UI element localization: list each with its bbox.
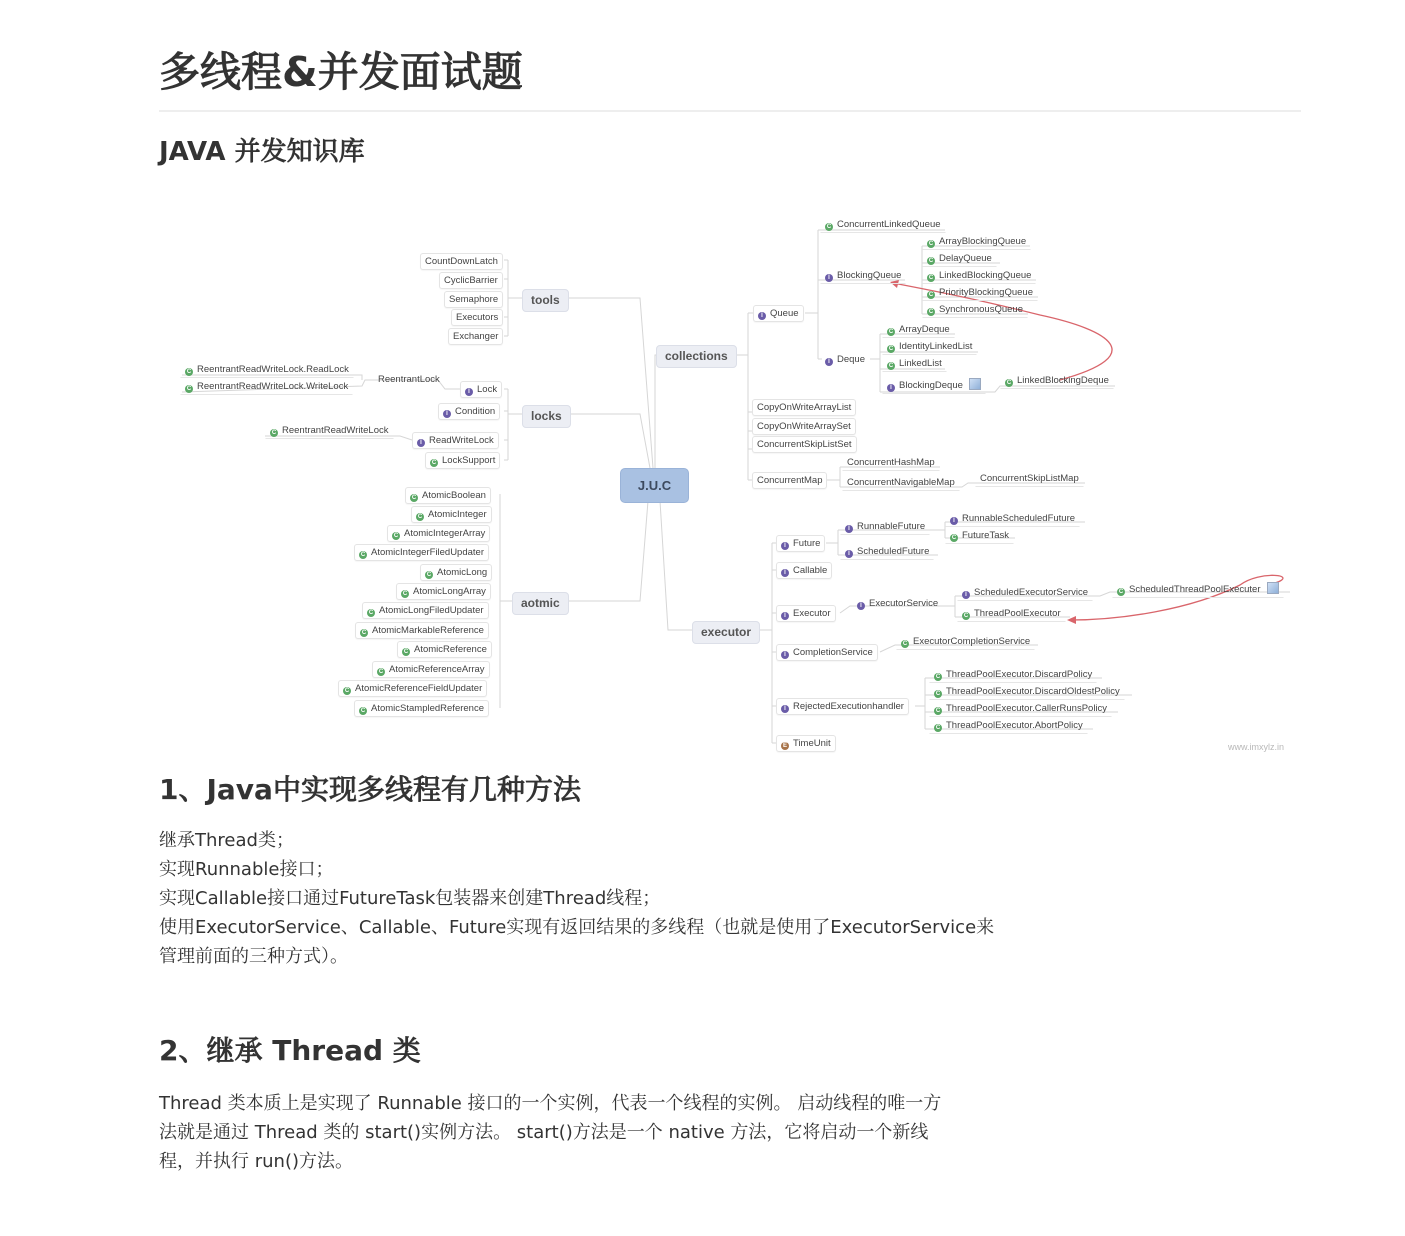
section-heading-1: 1、Java中实现多线程有几种方法 xyxy=(159,773,581,806)
class-icon: C xyxy=(888,346,894,352)
executor-hub: executor xyxy=(692,621,760,644)
section-subtitle: JAVA 并发知识库 xyxy=(159,137,365,167)
section-heading-2: 2、继承 Thread 类 xyxy=(159,1034,421,1067)
class-icon: C xyxy=(186,369,192,375)
class-icon: C xyxy=(1118,589,1124,595)
interface-icon: I xyxy=(845,550,853,558)
juc-root-node: J.U.C xyxy=(620,468,689,503)
body-line: Thread 类本质上是实现了 Runnable 接口的一个实例，代表一个线程的实例。 启动线程的唯一方 xyxy=(159,1093,942,1114)
class-node: C AtomicReferenceArray xyxy=(372,661,490,678)
enum-icon: E xyxy=(782,743,787,749)
body-line: 使用ExecutorService、Callable、Future实现有返回结果的多线程（也就是使用了ExecutorService来 xyxy=(159,917,995,938)
interface-icon: I xyxy=(781,705,789,713)
class-icon: C xyxy=(186,386,192,392)
interface-icon: I xyxy=(887,384,895,392)
class-node: C AtomicInteger xyxy=(411,506,492,523)
interface-node: I Condition xyxy=(438,403,500,420)
interface-icon: I xyxy=(962,591,970,599)
interface-node: I RunnableScheduledFuture xyxy=(945,510,1080,527)
label-node: ReentrantLock xyxy=(378,374,440,385)
class-node: C ThreadPoolExecutor.CallerRunsPolicy xyxy=(929,700,1112,717)
collection-node: ConcurrentHashMap xyxy=(842,454,940,471)
interface-icon: I xyxy=(417,439,425,447)
body-line: 继承Thread类； xyxy=(159,830,294,851)
class-node: C ArrayBlockingQueue xyxy=(922,233,1031,250)
class-icon: C xyxy=(1006,380,1012,386)
interface-node: I BlockingDeque xyxy=(882,376,986,394)
class-icon: C xyxy=(361,630,367,636)
class-icon: C xyxy=(963,613,969,619)
class-icon: C xyxy=(271,430,277,436)
section-body-1 xyxy=(159,826,994,971)
interface-node: I ScheduledFuture xyxy=(840,543,934,560)
class-node: C PriorityBlockingQueue xyxy=(922,284,1038,301)
note-icon xyxy=(969,378,981,390)
tool-node: Exchanger xyxy=(448,328,503,345)
tool-node: CyclicBarrier xyxy=(439,272,503,289)
interface-node: I ScheduledExecutorService xyxy=(957,584,1093,601)
interface-node: I CompletionService xyxy=(776,644,878,661)
tool-node: CountDownLatch xyxy=(420,253,503,270)
section-body-2 xyxy=(159,1089,941,1176)
class-node: C AtomicLong xyxy=(420,564,492,581)
interface-node: I RunnableFuture xyxy=(840,518,930,535)
tool-node: Executors xyxy=(451,309,503,326)
class-icon: C xyxy=(888,329,894,335)
class-icon: C xyxy=(935,691,941,697)
interface-icon: I xyxy=(781,569,789,577)
class-node: C SynchronousQueue xyxy=(922,301,1028,318)
class-node: C ThreadPoolExecutor xyxy=(957,605,1066,622)
class-node: C ThreadPoolExecutor.DiscardOldestPolicy xyxy=(929,683,1125,700)
class-node: C ThreadPoolExecutor.AbortPolicy xyxy=(929,717,1088,734)
class-icon: C xyxy=(403,649,409,655)
locks-hub: locks xyxy=(522,405,571,428)
class-node: C LockSupport xyxy=(425,452,500,469)
interface-icon: I xyxy=(758,312,766,320)
class-icon: C xyxy=(902,641,908,647)
class-node: C AtomicIntegerFiledUpdater xyxy=(354,544,489,561)
class-node: C AtomicLongFiledUpdater xyxy=(362,602,489,619)
interface-node: I Future xyxy=(776,535,825,552)
class-node: C ThreadPoolExecutor.DiscardPolicy xyxy=(929,666,1097,683)
class-node: C ReentrantReadWriteLock xyxy=(265,422,394,439)
class-node: C AtomicBoolean xyxy=(405,487,491,504)
class-icon: C xyxy=(951,535,957,541)
tool-node: Semaphore xyxy=(444,291,503,308)
interface-icon: I xyxy=(443,410,451,418)
collections-hub: collections xyxy=(656,345,737,368)
class-icon: C xyxy=(360,708,366,714)
class-icon: C xyxy=(411,495,417,501)
interface-icon: I xyxy=(781,542,789,550)
class-node: C DelayQueue xyxy=(922,250,997,267)
class-icon: C xyxy=(928,275,934,281)
interface-icon: I xyxy=(781,651,789,659)
class-icon: C xyxy=(360,552,366,558)
class-node: C AtomicReferenceFieldUpdater xyxy=(338,680,487,697)
page-title: 多线程&并发面试题 xyxy=(159,48,523,96)
class-icon: C xyxy=(928,241,934,247)
class-node: C AtomicStampledReference xyxy=(354,700,489,717)
interface-node: I Queue xyxy=(753,305,804,322)
interface-icon: I xyxy=(825,358,833,366)
note-icon xyxy=(1267,582,1279,594)
class-icon: C xyxy=(935,708,941,714)
class-node: C ConcurrentLinkedQueue xyxy=(820,216,946,233)
class-node: C LinkedBlockingQueue xyxy=(922,267,1036,284)
interface-node: I Callable xyxy=(776,562,832,579)
collection-node: ConcurrentNavigableMap xyxy=(842,474,960,491)
interface-node: I BlockingQueue xyxy=(820,267,906,284)
class-icon: C xyxy=(426,572,432,578)
class-icon: C xyxy=(431,460,437,466)
enum-node: E TimeUnit xyxy=(776,735,836,752)
watermark: www.imxylz.in xyxy=(1228,742,1285,752)
collection-node: ConcurrentSkipListMap xyxy=(975,470,1084,487)
interface-node: I Lock xyxy=(460,381,502,398)
class-icon: C xyxy=(368,610,374,616)
collection-node: ConcurrentMap xyxy=(752,472,827,489)
class-node: C AtomicMarkableReference xyxy=(355,622,489,639)
body-line: 法就是通过 Thread 类的 start()实例方法。 start()方法是一个 native 方法，它将启动一个新线 xyxy=(159,1122,929,1143)
class-icon: C xyxy=(928,292,934,298)
class-icon: C xyxy=(378,669,384,675)
class-node: C AtomicLongArray xyxy=(396,583,491,600)
collection-node: CopyOnWriteArraySet xyxy=(752,418,856,435)
class-node: C LinkedBlockingDeque xyxy=(1000,372,1114,389)
class-icon: C xyxy=(417,514,423,520)
class-icon: C xyxy=(935,725,941,731)
class-node: C ScheduledThreadPoolExecuter xyxy=(1112,580,1284,598)
body-line: 实现Callable接口通过FutureTask包装器来创建Thread线程； xyxy=(159,888,661,909)
interface-icon: I xyxy=(950,517,958,525)
class-icon: C xyxy=(402,591,408,597)
body-line: 程，并执行 run()方法。 xyxy=(159,1151,353,1172)
interface-icon: I xyxy=(845,525,853,533)
class-node: C IdentityLinkedList xyxy=(882,338,977,355)
class-icon: C xyxy=(935,674,941,680)
body-line: 管理前面的三种方式）。 xyxy=(159,946,348,967)
interface-icon: I xyxy=(781,612,789,620)
collection-node: CopyOnWriteArrayList xyxy=(752,399,856,416)
interface-node: I ReadWriteLock xyxy=(412,432,499,449)
interface-node: I ExecutorService xyxy=(852,595,943,611)
class-icon: C xyxy=(393,533,399,539)
class-node: C ExecutorCompletionService xyxy=(896,633,1035,650)
class-icon: C xyxy=(928,258,934,264)
body-line: 实现Runnable接口； xyxy=(159,859,334,880)
class-node: C AtomicIntegerArray xyxy=(387,525,490,542)
interface-icon: I xyxy=(857,602,865,610)
class-node: C ArrayDeque xyxy=(882,321,955,338)
interface-node: I Executor xyxy=(776,605,836,622)
interface-icon: I xyxy=(465,388,473,396)
collection-node: ConcurrentSkipListSet xyxy=(752,436,857,453)
atomic-hub: aotmic xyxy=(512,592,569,615)
interface-icon: I xyxy=(825,274,833,282)
class-node: C LinkedList xyxy=(882,355,947,372)
class-icon: C xyxy=(344,688,350,694)
interface-node: I RejectedExecutionhandler xyxy=(776,698,909,715)
class-node: C AtomicReference xyxy=(397,641,492,658)
class-icon: C xyxy=(826,224,832,230)
class-node: C FutureTask xyxy=(945,527,1014,544)
class-icon: C xyxy=(888,363,894,369)
class-node: C ReentrantReadWriteLock.WriteLock xyxy=(180,378,353,395)
tools-hub: tools xyxy=(522,289,569,312)
class-node: C ReentrantReadWriteLock.ReadLock xyxy=(180,361,354,378)
class-icon: C xyxy=(928,309,934,315)
interface-node: I Deque xyxy=(820,351,870,367)
